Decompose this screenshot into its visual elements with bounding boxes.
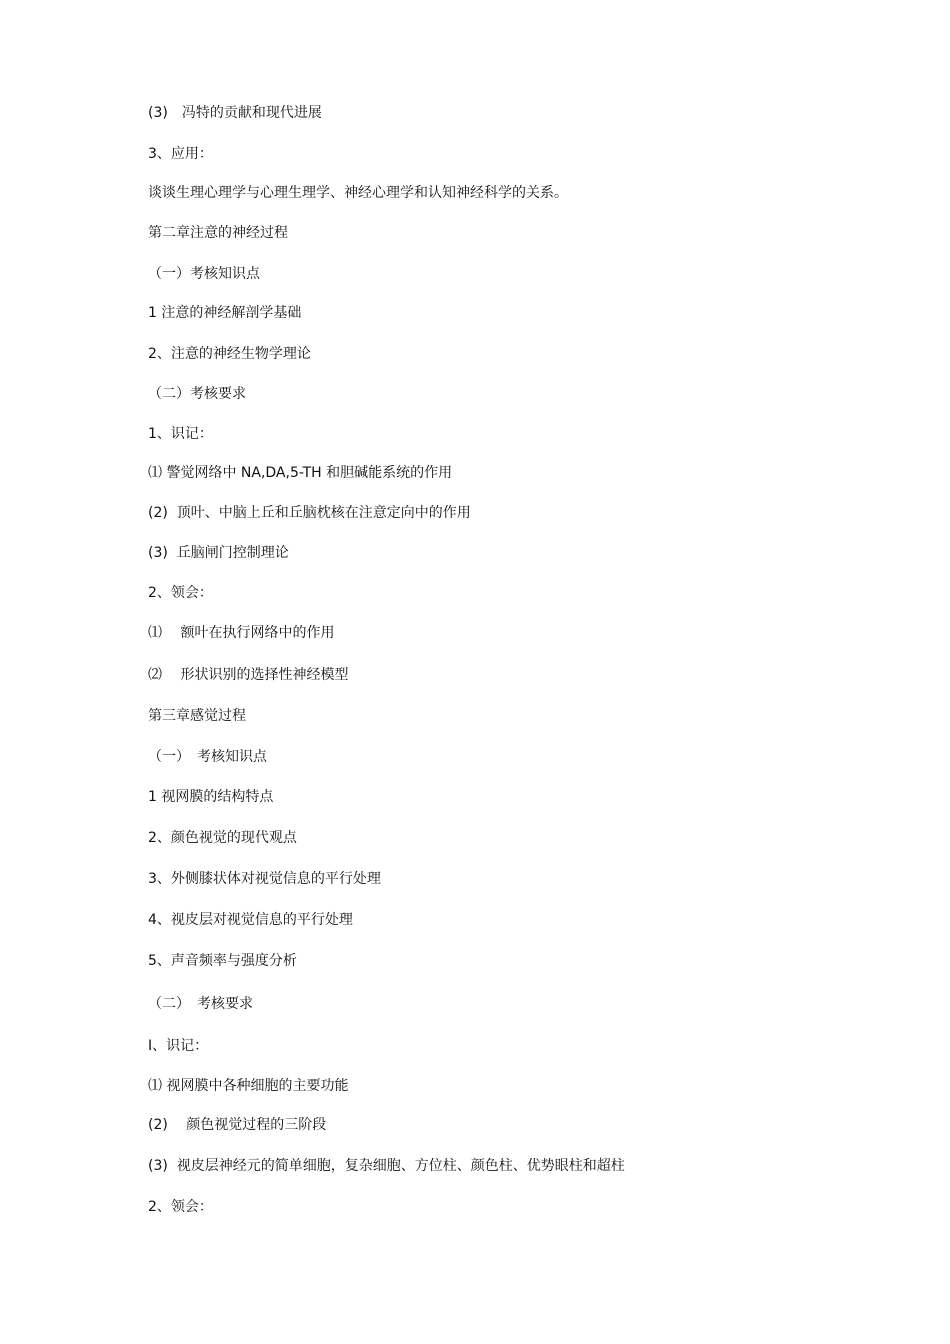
text-line-26: (2) 颜色视觉过程的三阶段 [148,1117,327,1133]
text-line-8: （二）考核要求 [148,386,246,402]
text-line-1: (3) 冯特的贡献和现代进展 [148,105,322,121]
text-line-24: I、识记： [148,1038,209,1054]
chapter-heading-2: 第二章注意的神经过程 [148,225,288,241]
text-line-2: 3、应用： [148,146,213,162]
text-line-28: 2、领会： [148,1199,213,1215]
text-line-22: 5、声音频率与强度分析 [148,953,297,969]
text-line-27: (3) 视皮层神经元的简单细胞，复杂细胞、方位柱、颜色柱、优势眼柱和超柱 [148,1158,625,1174]
text-line-12: (3) 丘脑闸门控制理论 [148,545,289,561]
text-line-19: 2、颜色视觉的现代观点 [148,830,297,846]
text-line-25: ⑴ 视网膜中各种细胞的主要功能 [148,1078,349,1094]
text-line-15: ⑵ 形状识别的选择性神经模型 [148,667,349,683]
text-line-6: 1 注意的神经解剖学基础 [148,305,302,321]
text-line-3: 谈谈生理心理学与心理生理学、神经心理学和认知神经科学的关系。 [148,185,568,201]
text-line-17: （一） 考核知识点 [148,749,267,765]
text-line-18: 1 视网膜的结构特点 [148,789,274,805]
text-line-10: ⑴ 警觉网络中 NA,DA,5-TH 和胆碱能系统的作用 [148,465,453,481]
text-line-21: 4、视皮层对视觉信息的平行处理 [148,912,353,928]
text-line-9: 1、识记： [148,426,213,442]
text-line-14: ⑴ 额叶在执行网络中的作用 [148,625,335,641]
text-line-13: 2、领会： [148,585,213,601]
text-line-23: （二） 考核要求 [148,996,253,1012]
text-line-20: 3、外侧膝状体对视觉信息的平行处理 [148,871,381,887]
chapter-heading-3: 第三章感觉过程 [148,708,246,724]
text-line-7: 2、注意的神经生物学理论 [148,346,311,362]
text-line-11: (2) 顶叶、中脑上丘和丘脑枕核在注意定向中的作用 [148,505,471,521]
text-line-5: （一）考核知识点 [148,266,260,282]
